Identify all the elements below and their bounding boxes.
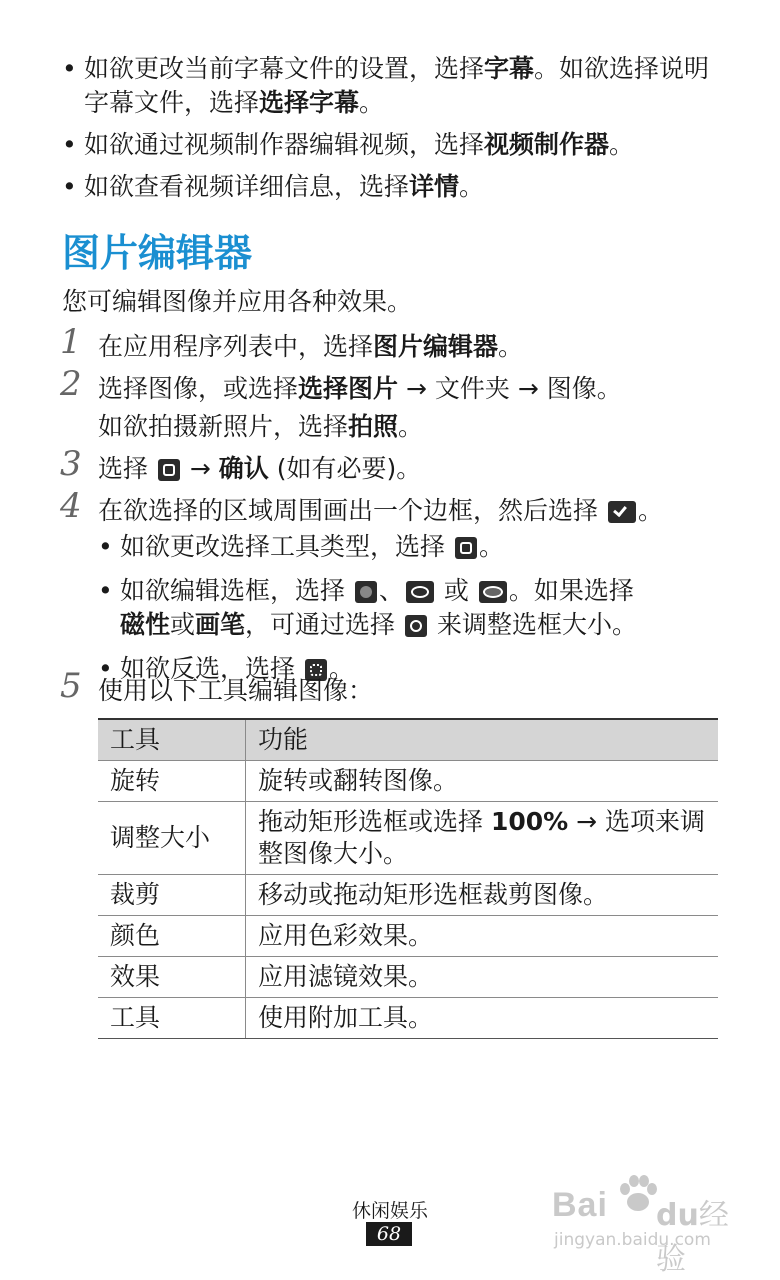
bullet-video-maker: • 如欲通过视频制作器编辑视频，选择视频制作器。: [62, 128, 722, 162]
selection-tool-icon: [158, 459, 180, 481]
step-number: 2: [60, 364, 82, 404]
sub-bullet-tool-type: • 如欲更改选择工具类型，选择 。: [98, 530, 718, 564]
tools-table: [98, 718, 718, 1039]
checkmark-icon: [608, 501, 636, 523]
step-5: 5 使用以下工具编辑图像：: [60, 666, 374, 706]
sub-bullet-inverse: • 如欲反选，选择 。: [98, 652, 718, 686]
circle-adjust-icon: [405, 615, 427, 637]
top-bullet-list: [62, 52, 722, 212]
step-number: 4: [60, 486, 82, 526]
table-row: 工具 使用附加工具。: [98, 998, 718, 1039]
column-header: 功能: [246, 719, 719, 761]
ring-select-icon: [406, 581, 434, 603]
table-row: 颜色 应用色彩效果。: [98, 916, 718, 957]
section-title: 图片编辑器: [62, 231, 253, 275]
intro-text: 您可编辑图像并应用各种效果。: [62, 287, 413, 316]
watermark-url: jingyan.baidu.com: [554, 1230, 711, 1250]
table-row: 旋转 旋转或翻转图像。: [98, 761, 718, 802]
paw-icon: [616, 1172, 660, 1216]
table-row: 裁剪 移动或拖动矩形选框裁剪图像。: [98, 875, 718, 916]
table-row: 效果 应用滤镜效果。: [98, 957, 718, 998]
ring-select-alt-icon: [479, 581, 507, 603]
sub-bullet-edit-marquee: • 如欲编辑选框，选择 、 或 。如果选择 磁性或画笔，可通过选择 来调整选框大小。: [98, 574, 718, 642]
dot-select-icon: [355, 581, 377, 603]
table-row: 调整大小 拖动矩形选框或选择 100% → 选项来调整图像大小。: [98, 802, 718, 875]
column-header: 工具: [98, 719, 246, 761]
page-number: 68: [366, 1222, 412, 1246]
selection-tool-icon: [455, 537, 477, 559]
watermark-text: du经验: [656, 1198, 729, 1277]
step-number: 5: [60, 666, 82, 706]
table-header-row: [98, 719, 718, 761]
step-number: 1: [60, 322, 82, 362]
step-3: 3 选择 → 确认 (如有必要)。: [60, 444, 422, 484]
footer-section-label: 休闲娱乐: [351, 1200, 428, 1222]
bullet-details: • 如欲查看视频详细信息，选择详情。: [62, 170, 722, 204]
step-number: 3: [60, 444, 82, 484]
step-2: 2 选择图像，或选择选择图片 → 文件夹 → 图像。 如欲拍摄新照片，选择拍照。: [60, 364, 622, 441]
watermark-logo: Bai: [552, 1186, 608, 1224]
bullet-subtitle: • 如欲更改当前字幕文件的设置，选择字幕。如欲选择说明字幕文件，选择选择字幕。: [62, 52, 722, 120]
step-1: 1 在应用程序列表中，选择图片编辑器。: [60, 322, 524, 362]
baidu-watermark: [552, 1164, 752, 1277]
step-4: 4 在欲选择的区域周围画出一个边框，然后选择 。: [60, 486, 663, 526]
